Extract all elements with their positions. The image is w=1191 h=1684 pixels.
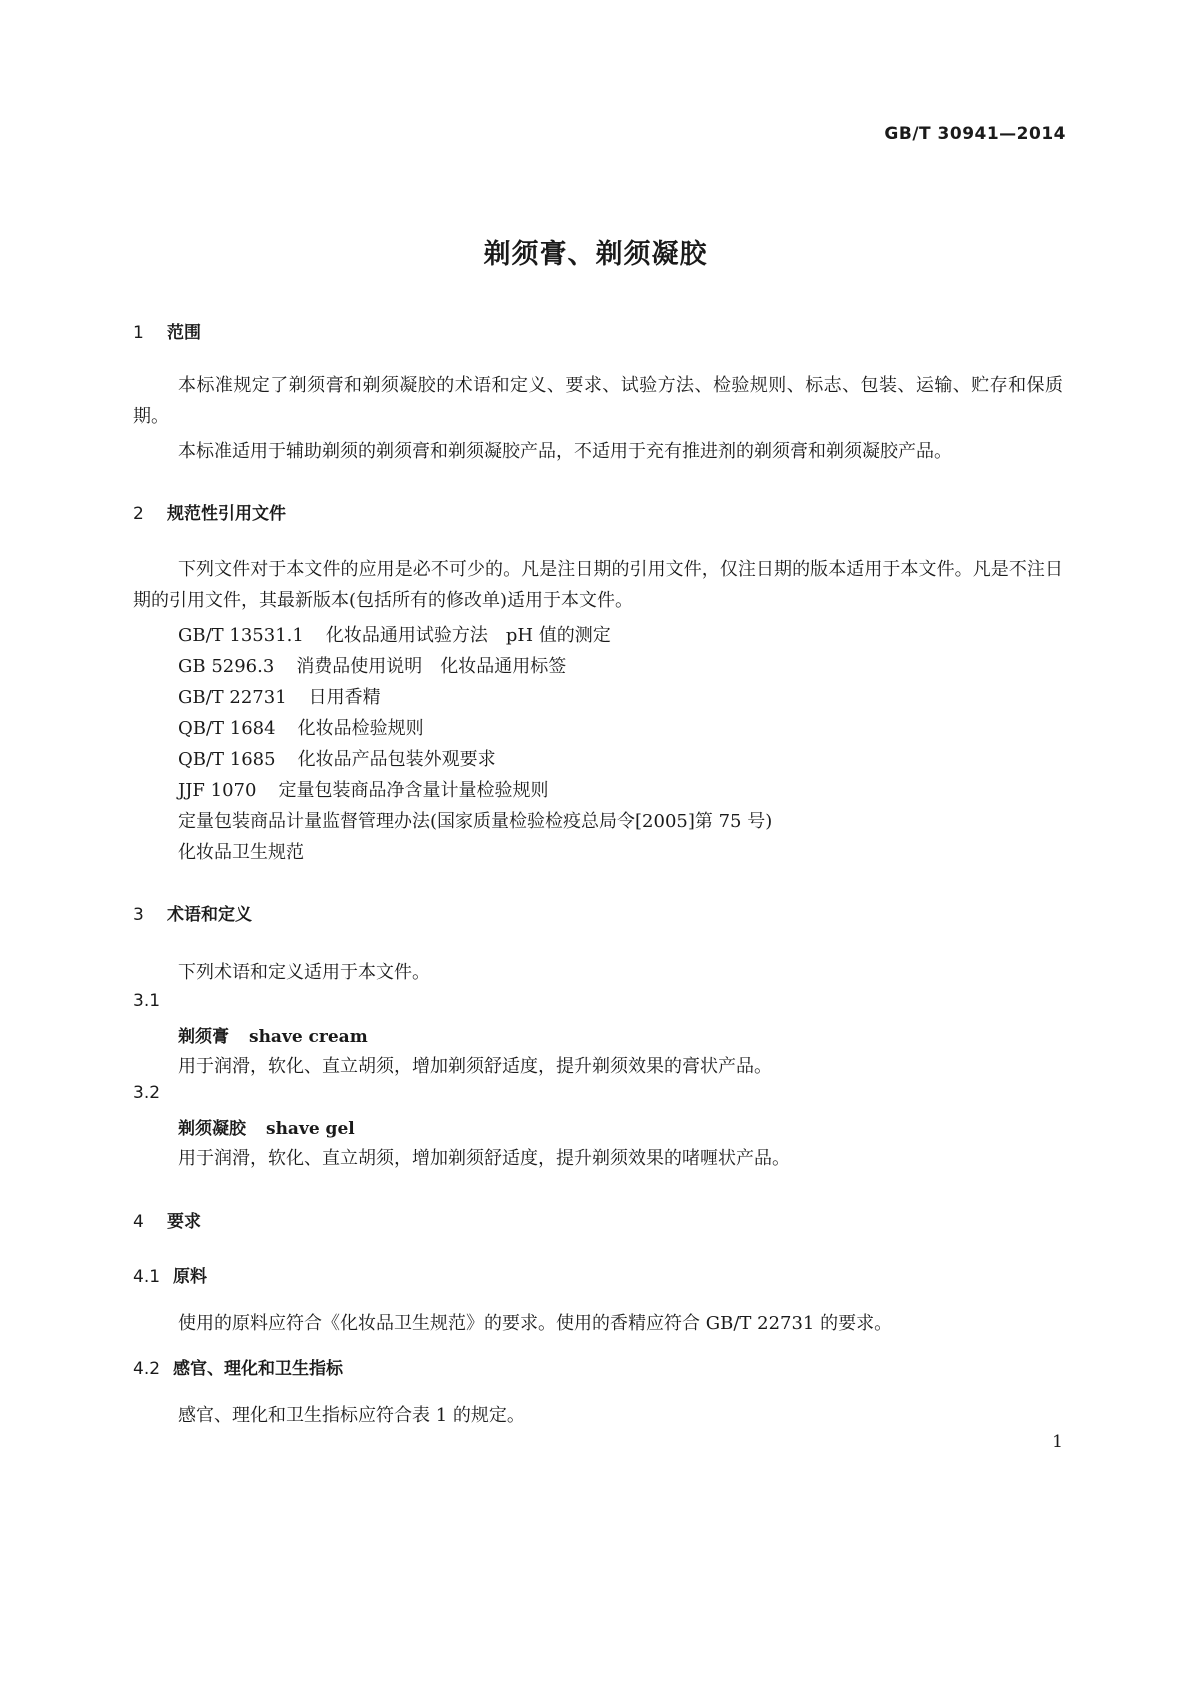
term-definition: 用于润滑，软化、直立胡须，增加剃须舒适度，提升剃须效果的膏状产品。: [178, 1056, 772, 1077]
subsection-number: 4.1: [133, 1267, 161, 1287]
reference-title: 化妆品通用试验方法 pH 值的测定: [325, 625, 611, 646]
term-definition: 用于润滑，软化、直立胡须，增加剃须舒适度，提升剃须效果的啫喱状产品。: [178, 1148, 790, 1169]
term-english: shave cream: [249, 1027, 368, 1047]
section-heading-4: [133, 1207, 201, 1232]
reference-code: GB/T 13531.1: [178, 625, 304, 646]
section-heading-2: [133, 499, 286, 524]
term-english: shave gel: [266, 1119, 355, 1139]
standard-code: GB/T 30941—2014: [884, 124, 1066, 144]
term-entry: [178, 1114, 355, 1139]
subsection-title: 感官、理化和卫生指标: [173, 1359, 343, 1379]
subsection-title: 原料: [173, 1267, 207, 1287]
subsection-heading-4-1: [133, 1262, 207, 1287]
term-chinese: 剃须凝胶: [178, 1119, 246, 1139]
section-title: 规范性引用文件: [167, 504, 286, 524]
section-title: 术语和定义: [167, 905, 252, 925]
section-number: 2: [133, 504, 144, 524]
term-chinese: 剃须膏: [178, 1027, 229, 1047]
page-number: 1: [1052, 1432, 1063, 1452]
reference-title: 化妆品产品包装外观要求: [297, 749, 496, 770]
section-number: 3: [133, 905, 144, 925]
reference-title: 化妆品检验规则: [297, 718, 424, 739]
document-title: 剃须膏、剃须凝胶: [483, 239, 708, 270]
term-entry: [178, 1022, 368, 1047]
paragraph-references-intro: 下列文件对于本文件的应用是必不可少的。凡是注日期的引用文件，仅注日期的版本适用于本文件。凡是不注日期的引用文件，其最新版本(包括所有的修改单)适用于本文件。: [133, 559, 1063, 611]
paragraph-raw-materials: 使用的原料应符合《化妆品卫生规范》的要求。使用的香精应符合 GB/T 22731 的要求。: [178, 1313, 893, 1334]
reference-code: QB/T 1685: [178, 749, 276, 770]
reference-item: [178, 683, 381, 709]
section-title: 要求: [167, 1212, 201, 1232]
reference-code: GB/T 22731: [178, 687, 287, 708]
subsection-number: 4.2: [133, 1359, 161, 1379]
section-number: 1: [133, 323, 144, 343]
reference-title: 日用香精: [308, 687, 381, 708]
reference-code: GB 5296.3: [178, 656, 275, 677]
section-title: 范围: [167, 323, 201, 343]
reference-code: JJF 1070: [178, 780, 257, 801]
reference-item: [178, 745, 496, 771]
section-heading-1: [133, 318, 201, 343]
paragraph-indicators: 感官、理化和卫生指标应符合表 1 的规定。: [178, 1405, 525, 1426]
section-number: 4: [133, 1212, 144, 1232]
term-number: 3.1: [133, 991, 161, 1011]
subsection-heading-4-2: [133, 1354, 343, 1379]
reference-code: QB/T 1684: [178, 718, 276, 739]
reference-title: 消费品使用说明 化妆品通用标签: [296, 656, 567, 677]
section-heading-3: [133, 900, 252, 925]
paragraph-scope-1: 本标准规定了剃须膏和剃须凝胶的术语和定义、要求、试验方法、检验规则、标志、包装、运输、贮存和保质期。: [133, 375, 1063, 427]
reference-item: [178, 776, 548, 802]
reference-item: [178, 838, 304, 864]
reference-item: [178, 714, 424, 740]
reference-item: [178, 652, 566, 678]
reference-title: 定量包装商品计量监督管理办法(国家质量检验检疫总局令[2005]第 75 号): [178, 811, 773, 832]
reference-title: 定量包装商品净含量计量检验规则: [278, 780, 549, 801]
paragraph-terms-intro: 下列术语和定义适用于本文件。: [178, 962, 430, 983]
reference-title: 化妆品卫生规范: [178, 842, 304, 863]
term-number: 3.2: [133, 1083, 161, 1103]
reference-item: [178, 621, 611, 647]
paragraph-scope-2: 本标准适用于辅助剃须的剃须膏和剃须凝胶产品，不适用于充有推进剂的剃须膏和剃须凝胶产品。: [178, 441, 952, 462]
reference-item: [178, 807, 772, 833]
